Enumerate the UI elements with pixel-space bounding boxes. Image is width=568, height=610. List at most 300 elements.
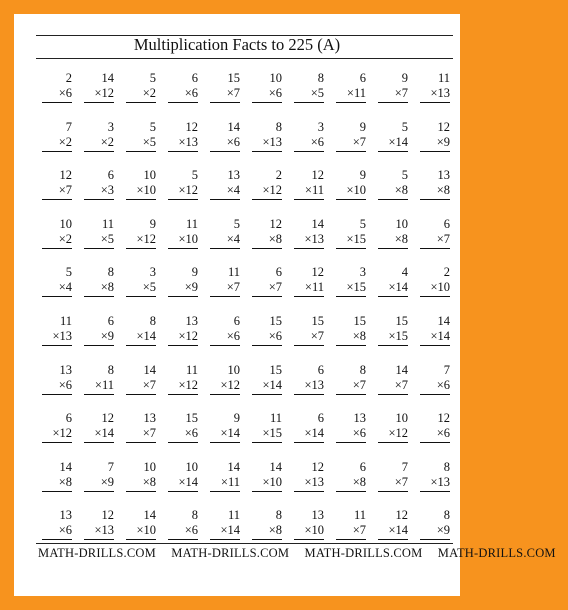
multiplication-problem [74, 363, 116, 412]
multiplicand: 13 [353, 411, 366, 426]
multiplication-problem [410, 411, 452, 460]
multiplier: ×13 [294, 378, 324, 395]
multiplier: ×2 [42, 135, 72, 152]
footer-text: MATH-DRILLS.COM [304, 546, 423, 560]
multiplication-problem [242, 363, 284, 412]
multiplier: ×6 [42, 86, 72, 103]
multiplication-problem [74, 460, 116, 509]
multiplication-problem [368, 411, 410, 460]
multiplier: ×10 [126, 183, 156, 200]
multiplicand: 12 [437, 119, 450, 134]
multiplier: ×6 [420, 426, 450, 443]
multiplicand: 5 [359, 216, 366, 231]
footer-text: MATH-DRILLS.COM [437, 546, 556, 560]
multiplicand: 9 [359, 119, 366, 134]
multiplier: ×8 [84, 280, 114, 297]
multiplier: ×7 [336, 523, 366, 540]
multiplier: ×4 [210, 232, 240, 249]
multiplicand: 13 [59, 508, 72, 523]
multiplication-problem [284, 120, 326, 169]
multiplicand: 15 [269, 313, 282, 328]
multiplication-problem [242, 71, 284, 120]
multiplicand: 11 [269, 411, 282, 426]
multiplicand: 14 [311, 216, 324, 231]
multiplication-problem [32, 460, 74, 509]
multiplicand: 11 [59, 313, 72, 328]
multiplication-problem [326, 363, 368, 412]
multiplicand: 7 [401, 459, 408, 474]
multiplication-problem [326, 120, 368, 169]
worksheet [14, 14, 556, 596]
multiplication-problem [284, 168, 326, 217]
multiplier: ×13 [294, 232, 324, 249]
problem-row [32, 217, 452, 266]
multiplication-problem [158, 460, 200, 509]
multiplier: ×11 [210, 475, 240, 492]
multiplication-problem [158, 120, 200, 169]
multiplicand: 2 [275, 168, 282, 183]
multiplication-problem [410, 460, 452, 509]
multiplication-problem [116, 363, 158, 412]
multiplier: ×10 [252, 475, 282, 492]
multiplier: ×8 [378, 183, 408, 200]
multiplier: ×12 [168, 378, 198, 395]
multiplier: ×13 [42, 329, 72, 346]
multiplication-problem [116, 217, 158, 266]
multiplicand: 3 [107, 119, 114, 134]
multiplication-problem [242, 265, 284, 314]
multiplier: ×6 [294, 135, 324, 152]
multiplicand: 5 [149, 119, 156, 134]
multiplication-problem [410, 71, 452, 120]
multiplicand: 6 [65, 411, 72, 426]
multiplicand: 11 [185, 362, 198, 377]
multiplier: ×12 [378, 426, 408, 443]
multiplicand: 14 [437, 313, 450, 328]
multiplication-problem [74, 71, 116, 120]
multiplier: ×5 [294, 86, 324, 103]
multiplication-problem [284, 460, 326, 509]
multiplication-problem [200, 411, 242, 460]
multiplier: ×2 [84, 135, 114, 152]
multiplication-problem [410, 168, 452, 217]
multiplier: ×9 [84, 475, 114, 492]
footer-text: MATH-DRILLS.COM [38, 546, 156, 560]
multiplicand: 10 [269, 71, 282, 85]
multiplicand: 10 [395, 411, 408, 426]
multiplicand: 13 [59, 362, 72, 377]
multiplication-problem [242, 314, 284, 363]
multiplier: ×6 [252, 86, 282, 103]
multiplier: ×2 [42, 232, 72, 249]
multiplier: ×7 [210, 86, 240, 103]
multiplication-problem [200, 314, 242, 363]
multiplier: ×8 [42, 475, 72, 492]
multiplicand: 9 [401, 71, 408, 85]
problem-row [32, 314, 452, 363]
multiplication-problem [74, 217, 116, 266]
multiplier: ×14 [126, 329, 156, 346]
problem-row [32, 411, 452, 460]
multiplier: ×12 [42, 426, 72, 443]
multiplier: ×11 [336, 86, 366, 103]
multiplier: ×8 [252, 523, 282, 540]
multiplier: ×6 [420, 378, 450, 395]
multiplicand: 6 [317, 411, 324, 426]
multiplier: ×6 [252, 329, 282, 346]
multiplicand: 12 [311, 459, 324, 474]
multiplier: ×11 [294, 183, 324, 200]
multiplication-problem [326, 314, 368, 363]
multiplication-problem [284, 71, 326, 120]
multiplication-problem [116, 168, 158, 217]
multiplier: ×9 [420, 135, 450, 152]
multiplier: ×6 [336, 426, 366, 443]
problem-row [32, 363, 452, 412]
multiplier: ×8 [336, 329, 366, 346]
multiplier: ×13 [420, 475, 450, 492]
multiplicand: 9 [149, 216, 156, 231]
multiplicand: 14 [269, 459, 282, 474]
multiplicand: 13 [143, 411, 156, 426]
multiplicand: 13 [311, 508, 324, 523]
multiplier: ×13 [294, 475, 324, 492]
multiplier: ×12 [168, 329, 198, 346]
multiplicand: 11 [353, 508, 366, 523]
multiplication-problem [368, 314, 410, 363]
multiplication-problem [284, 411, 326, 460]
multiplication-problem [74, 120, 116, 169]
multiplication-problem [158, 363, 200, 412]
multiplicand: 14 [143, 362, 156, 377]
multiplication-problem [368, 217, 410, 266]
footer-rule [36, 543, 453, 544]
multiplier: ×7 [378, 86, 408, 103]
multiplier: ×8 [420, 183, 450, 200]
multiplier: ×9 [84, 329, 114, 346]
multiplier: ×14 [210, 426, 240, 443]
multiplicand: 11 [437, 71, 450, 85]
multiplicand: 11 [227, 265, 240, 280]
multiplicand: 13 [227, 168, 240, 183]
multiplication-problem [242, 120, 284, 169]
multiplicand: 3 [149, 265, 156, 280]
multiplicand: 10 [185, 459, 198, 474]
multiplier: ×7 [42, 183, 72, 200]
multiplicand: 5 [401, 119, 408, 134]
multiplicand: 12 [185, 119, 198, 134]
multiplier: ×14 [294, 426, 324, 443]
problem-grid [32, 71, 452, 557]
multiplication-problem [158, 411, 200, 460]
multiplier: ×5 [126, 280, 156, 297]
multiplication-problem [32, 168, 74, 217]
multiplicand: 8 [149, 313, 156, 328]
multiplicand: 14 [395, 362, 408, 377]
multiplier: ×6 [210, 329, 240, 346]
multiplicand: 9 [191, 265, 198, 280]
multiplier: ×7 [210, 280, 240, 297]
multiplier: ×14 [378, 135, 408, 152]
problem-row [32, 71, 452, 120]
multiplicand: 5 [191, 168, 198, 183]
problem-row [32, 265, 452, 314]
multiplier: ×10 [168, 232, 198, 249]
multiplication-problem [410, 120, 452, 169]
multiplication-problem [410, 314, 452, 363]
footer-text: MATH-DRILLS.COM [171, 546, 290, 560]
multiplier: ×7 [126, 378, 156, 395]
multiplicand: 12 [311, 168, 324, 183]
multiplication-problem [158, 168, 200, 217]
multiplicand: 10 [143, 459, 156, 474]
multiplier: ×13 [420, 86, 450, 103]
multiplier: ×10 [126, 523, 156, 540]
multiplier: ×14 [252, 378, 282, 395]
multiplication-problem [326, 168, 368, 217]
multiplier: ×2 [126, 86, 156, 103]
multiplicand: 15 [269, 362, 282, 377]
problem-row [32, 460, 452, 509]
multiplier: ×6 [210, 135, 240, 152]
multiplication-problem [158, 217, 200, 266]
multiplicand: 8 [359, 362, 366, 377]
multiplication-problem [74, 265, 116, 314]
multiplication-problem [158, 314, 200, 363]
multiplicand: 14 [227, 119, 240, 134]
multiplication-problem [326, 71, 368, 120]
multiplication-problem [368, 265, 410, 314]
multiplicand: 13 [437, 168, 450, 183]
multiplicand: 6 [443, 216, 450, 231]
multiplier: ×7 [252, 280, 282, 297]
multiplication-problem [200, 265, 242, 314]
multiplicand: 5 [233, 216, 240, 231]
multiplicand: 5 [149, 71, 156, 85]
multiplication-problem [32, 411, 74, 460]
multiplier: ×12 [252, 183, 282, 200]
multiplication-problem [284, 265, 326, 314]
multiplier: ×9 [168, 280, 198, 297]
multiplicand: 8 [443, 508, 450, 523]
multiplier: ×14 [420, 329, 450, 346]
problem-row [32, 120, 452, 169]
multiplicand: 11 [101, 216, 114, 231]
multiplicand: 10 [227, 362, 240, 377]
multiplier: ×8 [252, 232, 282, 249]
multiplier: ×10 [420, 280, 450, 297]
multiplier: ×15 [336, 280, 366, 297]
multiplication-problem [32, 71, 74, 120]
multiplier: ×6 [42, 378, 72, 395]
multiplicand: 6 [233, 313, 240, 328]
multiplier: ×5 [126, 135, 156, 152]
multiplier: ×8 [378, 232, 408, 249]
multiplicand: 15 [185, 411, 198, 426]
multiplier: ×7 [378, 475, 408, 492]
multiplier: ×9 [420, 523, 450, 540]
multiplicand: 12 [59, 168, 72, 183]
multiplicand: 12 [437, 411, 450, 426]
multiplicand: 12 [101, 411, 114, 426]
multiplicand: 5 [65, 265, 72, 280]
multiplication-problem [200, 120, 242, 169]
multiplier: ×7 [126, 426, 156, 443]
worksheet-title: Multiplication Facts to 225 (A) [133, 35, 341, 54]
multiplicand: 14 [143, 508, 156, 523]
multiplier: ×13 [168, 135, 198, 152]
multiplication-problem [200, 363, 242, 412]
multiplication-problem [368, 168, 410, 217]
multiplier: ×7 [294, 329, 324, 346]
multiplication-problem [32, 314, 74, 363]
multiplier: ×15 [378, 329, 408, 346]
multiplier: ×3 [84, 183, 114, 200]
multiplication-problem [368, 460, 410, 509]
multiplier: ×6 [168, 86, 198, 103]
multiplication-problem [116, 460, 158, 509]
multiplier: ×7 [336, 135, 366, 152]
multiplication-problem [116, 120, 158, 169]
multiplicand: 7 [443, 362, 450, 377]
multiplication-problem [200, 217, 242, 266]
multiplier: ×6 [168, 426, 198, 443]
multiplication-problem [242, 411, 284, 460]
multiplier: ×14 [210, 523, 240, 540]
multiplier: ×7 [336, 378, 366, 395]
multiplicand: 12 [311, 265, 324, 280]
multiplicand: 3 [359, 265, 366, 280]
multiplicand: 14 [101, 71, 114, 85]
multiplier: ×8 [336, 475, 366, 492]
multiplier: ×12 [168, 183, 198, 200]
multiplication-problem [284, 314, 326, 363]
multiplication-problem [410, 217, 452, 266]
multiplicand: 13 [185, 313, 198, 328]
multiplicand: 8 [443, 459, 450, 474]
multiplicand: 15 [227, 71, 240, 85]
multiplier: ×6 [168, 523, 198, 540]
multiplier: ×5 [84, 232, 114, 249]
multiplication-problem [242, 217, 284, 266]
multiplication-problem [200, 71, 242, 120]
title-bottom-rule [36, 58, 453, 59]
multiplication-problem [368, 363, 410, 412]
multiplication-problem [200, 460, 242, 509]
multiplier: ×10 [294, 523, 324, 540]
multiplicand: 6 [107, 313, 114, 328]
multiplicand: 14 [227, 459, 240, 474]
multiplication-problem [74, 411, 116, 460]
multiplication-problem [326, 217, 368, 266]
multiplication-problem [158, 71, 200, 120]
multiplicand: 5 [401, 168, 408, 183]
multiplier: ×4 [210, 183, 240, 200]
multiplier: ×12 [210, 378, 240, 395]
multiplicand: 8 [275, 508, 282, 523]
multiplicand: 6 [275, 265, 282, 280]
multiplicand: 14 [59, 459, 72, 474]
multiplication-problem [326, 265, 368, 314]
multiplicand: 8 [107, 362, 114, 377]
multiplication-problem [74, 168, 116, 217]
multiplicand: 7 [65, 119, 72, 134]
multiplicand: 11 [185, 216, 198, 231]
multiplication-problem [326, 411, 368, 460]
multiplication-problem [74, 314, 116, 363]
multiplicand: 6 [359, 71, 366, 85]
multiplication-problem [116, 265, 158, 314]
multiplicand: 11 [227, 508, 240, 523]
multiplicand: 3 [317, 119, 324, 134]
multiplicand: 12 [269, 216, 282, 231]
multiplier: ×15 [336, 232, 366, 249]
multiplicand: 8 [317, 71, 324, 85]
multiplication-problem [410, 363, 452, 412]
multiplier: ×4 [42, 280, 72, 297]
multiplicand: 12 [395, 508, 408, 523]
multiplication-problem [158, 265, 200, 314]
multiplier: ×15 [252, 426, 282, 443]
multiplicand: 2 [65, 71, 72, 85]
multiplicand: 6 [317, 362, 324, 377]
multiplicand: 4 [401, 265, 408, 280]
multiplier: ×6 [42, 523, 72, 540]
multiplication-problem [32, 363, 74, 412]
multiplication-problem [242, 168, 284, 217]
multiplier: ×13 [252, 135, 282, 152]
multiplication-problem [284, 363, 326, 412]
multiplier: ×8 [126, 475, 156, 492]
multiplicand: 8 [107, 265, 114, 280]
multiplication-problem [32, 120, 74, 169]
multiplier: ×11 [294, 280, 324, 297]
multiplicand: 8 [191, 508, 198, 523]
multiplication-problem [200, 168, 242, 217]
multiplicand: 7 [107, 459, 114, 474]
multiplier: ×11 [84, 378, 114, 395]
multiplicand: 6 [107, 168, 114, 183]
multiplicand: 12 [101, 508, 114, 523]
multiplication-problem [242, 460, 284, 509]
multiplicand: 15 [311, 313, 324, 328]
multiplication-problem [368, 71, 410, 120]
multiplication-problem [368, 120, 410, 169]
problem-row [32, 168, 452, 217]
multiplicand: 2 [443, 265, 450, 280]
multiplier: ×7 [378, 378, 408, 395]
multiplication-problem [410, 265, 452, 314]
multiplicand: 10 [143, 168, 156, 183]
multiplication-problem [284, 217, 326, 266]
multiplication-problem [32, 265, 74, 314]
multiplier: ×13 [84, 523, 114, 540]
multiplicand: 15 [395, 313, 408, 328]
multiplication-problem [32, 217, 74, 266]
multiplier: ×10 [336, 183, 366, 200]
multiplicand: 6 [191, 71, 198, 85]
footer [38, 545, 556, 561]
multiplicand: 9 [359, 168, 366, 183]
multiplicand: 10 [59, 216, 72, 231]
multiplication-problem [326, 460, 368, 509]
multiplicand: 8 [275, 119, 282, 134]
multiplier: ×12 [126, 232, 156, 249]
multiplier: ×14 [84, 426, 114, 443]
multiplicand: 10 [395, 216, 408, 231]
multiplicand: 6 [359, 459, 366, 474]
multiplier: ×14 [378, 280, 408, 297]
